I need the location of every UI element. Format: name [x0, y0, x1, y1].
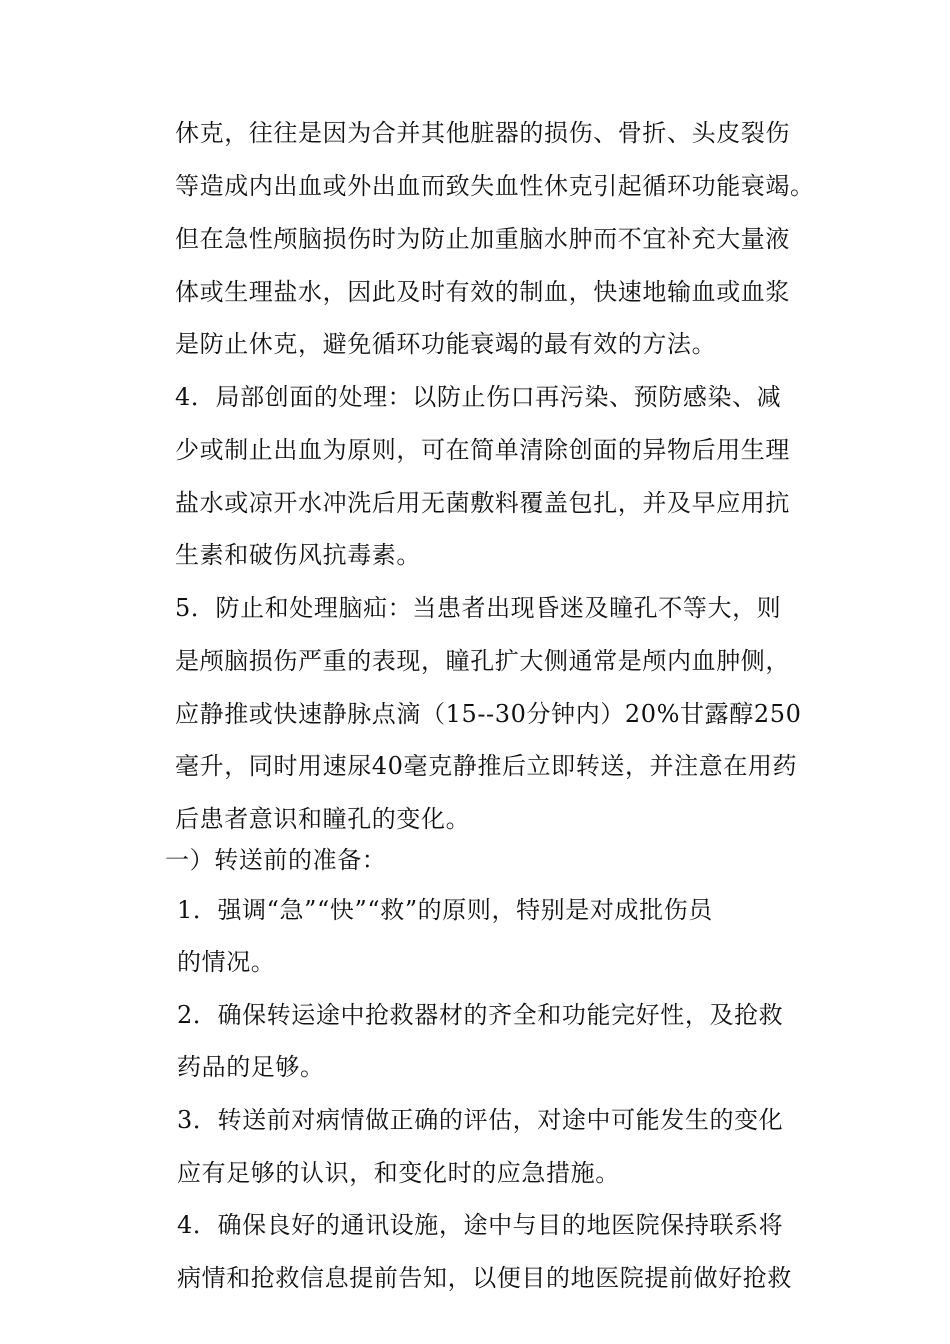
section-heading: 一）转送前的准备：	[165, 846, 387, 874]
list-item-4: 4．局部创面的处理：以防止伤口再污染、预防感染、减	[175, 383, 782, 411]
text-line: 后患者意识和瞳孔的变化。	[175, 805, 471, 833]
list-item-2: 2．确保转运途中抢救器材的齐全和功能完好性，及抢救	[177, 1001, 784, 1029]
text-line: 盐水或凉开水冲洗后用无菌敷料覆盖包扎，并及早应用抗	[175, 489, 790, 517]
text-line: 应有足够的认识，和变化时的应急措施。	[177, 1159, 620, 1187]
list-item-5: 5．防止和处理脑疝：当患者出现昏迷及瞳孔不等大，则	[175, 594, 782, 622]
text-line: 药品的足够。	[177, 1053, 325, 1081]
list-item-4b: 4．确保良好的通讯设施，途中与目的地医院保持联系将	[177, 1211, 784, 1239]
text-line: 是颅脑损伤严重的表现，瞳孔扩大侧通常是颅内血肿侧，	[175, 647, 790, 675]
text-line: 等造成内出血或外出血而致失血性休克引起循环功能衰竭。	[175, 172, 815, 200]
text-line: 生素和破伤风抗毒素。	[175, 541, 421, 569]
text-line: 但在急性颅脑损伤时为防止加重脑水肿而不宜补充大量液	[175, 225, 790, 253]
text-line: 体或生理盐水，因此及时有效的制血，快速地输血或血浆	[175, 278, 790, 306]
text-line: 应静推或快速静脉点滴（15--30分钟内）20%甘露醇250	[175, 700, 802, 728]
text-line: 毫升，同时用速尿40毫克静推后立即转送，并注意在用药	[175, 752, 798, 780]
text-line: 是防止休克，避免循环功能衰竭的最有效的方法。	[175, 330, 717, 358]
list-item-3: 3．转送前对病情做正确的评估，对途中可能发生的变化	[177, 1106, 784, 1134]
text-line: 的情况。	[177, 948, 276, 976]
list-item-1: 1．强调“急”“快”“救”的原则，特别是对成批伤员	[177, 896, 713, 924]
text-line: 少或制止出血为原则，可在简单清除创面的异物后用生理	[175, 436, 790, 464]
text-line: 病情和抢救信息提前告知，以便目的地医院提前做好抢救	[177, 1264, 792, 1292]
text-line: 休克，往往是因为合并其他脏器的损伤、骨折、头皮裂伤	[175, 119, 790, 147]
